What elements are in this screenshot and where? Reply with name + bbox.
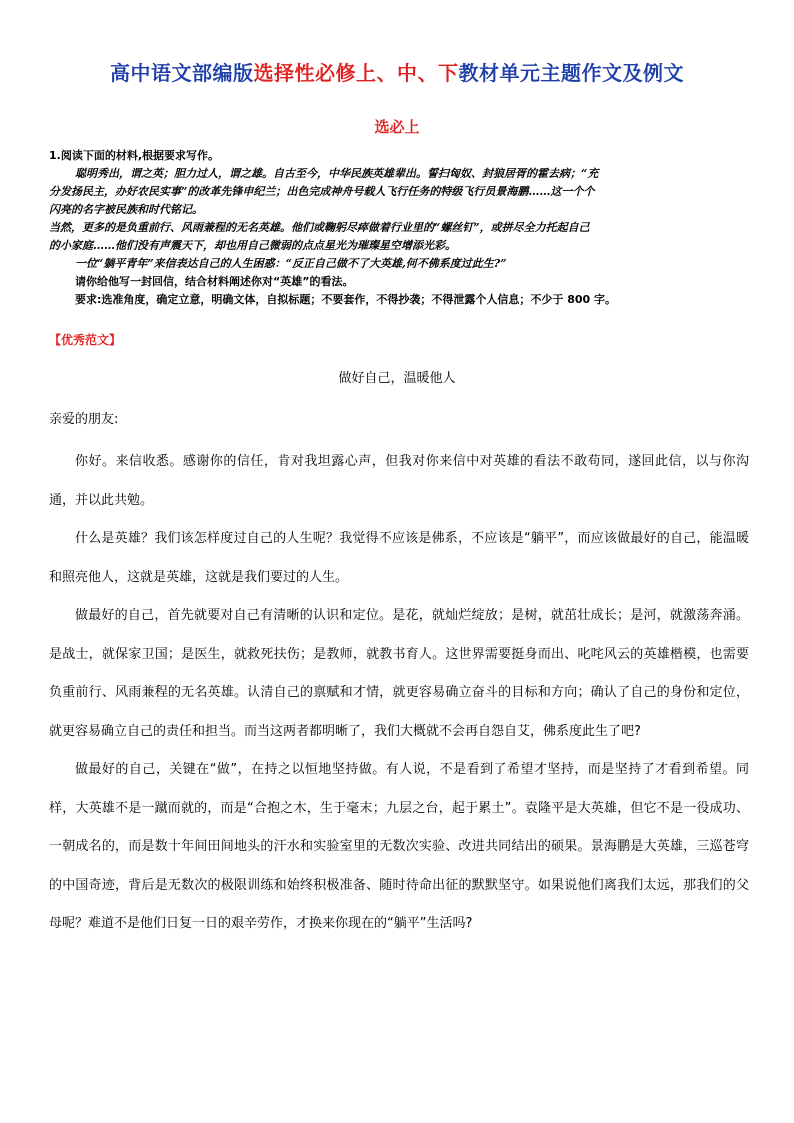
essay-paragraph: 做最好的自己，首先就要对自己有清晰的认识和定位。是花，就灿烂绽放；是树，就茁壮成长；是河，就激荡奔涌。是战士，就保家卫国；是医生，就救死扶伤；是教师，就教书育人。这世界需要挺身而出、叱咤风云的英雄楷模，也需要负重前行、风雨兼程的无名英雄。认清自己的禀赋和才情，就更容易确立奋斗的目标和方向；确认了自己的身份和定位，就更容易确立自己的责任和担当。而当这两者都明晰了，我们大概就不会再自怨自艾，佛系度此生了吧? [49, 608, 749, 739]
prompt-task: 请你给他写一封回信，结合材料阐述你对“英雄”的看法。 [75, 275, 354, 288]
prompt-question: 1.阅读下面的材料,根据要求写作。 [49, 149, 220, 162]
page-title [0, 57, 794, 86]
essay-title: 做好自己，温暖他人 [338, 371, 456, 386]
writing-prompt [49, 147, 749, 309]
essay-body [49, 443, 749, 944]
title-part-3: 教材单元主题作文及例文 [458, 61, 684, 85]
title-part-1: 高中语文部编版 [110, 61, 254, 85]
essay-paragraph: 什么是英雄？我们该怎样度过自己的人生呢？我觉得不应该是佛系，不应该是“躺平”，而应该做最好的自己，能温暖和照亮他人，这就是英雄，这就是我们要过的人生。 [49, 531, 749, 585]
prompt-line: 闪亮的名字被民族和时代铭记。 [49, 203, 203, 216]
essay-paragraph: 做最好的自己，关键在“做”，在持之以恒地坚持做。有人说，不是看到了希望才坚持，而是坚持了才看到希望。同样，大英雄不是一蹴而就的，而是“合抱之木，生于毫末；九层之台，起于累土”。袁隆平是大英雄，但它不是一役成功、一朝成名的，而是数十年间田间地头的汗水和实验室里的无数次实验、改进共同结出的硕果。景海鹏是大英雄，三巡苍穹的中国奇迹，背后是无数次的极限训练和始终积极准备、随时待命出征的默默坚守。如果说他们离我们太远，那我们的父母呢？难道不是他们日复一日的艰辛劳作，才换来你现在的“躺平”生活吗? [49, 762, 749, 931]
prompt-line: 一位“躺平青年”来信表达自己的人生困惑：“反正自己做不了大英雄,何不佛系度过此生?” [75, 257, 507, 270]
prompt-requirements: 要求:选准角度，确定立意，明确文体，自拟标题；不要套作，不得抄袭；不得泄露个人信息；不少于 800 字。 [75, 293, 617, 306]
section-heading: 选必上 [374, 118, 420, 136]
title-part-2: 选择性必修上、中、下 [253, 61, 459, 85]
prompt-line: 聪明秀出，谓之英；胆力过人，谓之雄。自古至今，中华民族英雄辈出。誓扫匈奴、封狼居胥的霍去病；“充 [75, 167, 599, 180]
letter-greeting: 亲爱的朋友: [49, 412, 119, 427]
essay-paragraph: 你好。来信收悉。感谢你的信任，肯对我坦露心声，但我对你来信中对英雄的看法不敢苟同，遂回此信，以与你沟通，并以此共勉。 [49, 454, 749, 508]
prompt-line: 的小家庭……他们没有声震天下，却也用自己微弱的点点星光为璀璨星空增添光彩。 [49, 239, 456, 252]
prompt-line: 分发扬民主，办好农民实事”的改革先锋申纪兰；出色完成神舟号载人飞行任务的特级飞行员景海鹏……这一个个 [49, 185, 595, 198]
sample-essay-label: 【优秀范文】 [49, 333, 122, 347]
prompt-line: 当然，更多的是负重前行、风雨兼程的无名英雄。他们或鞠躬尽瘁做着行业里的“螺丝钉”，或拼尽全力托起自己 [49, 221, 590, 234]
